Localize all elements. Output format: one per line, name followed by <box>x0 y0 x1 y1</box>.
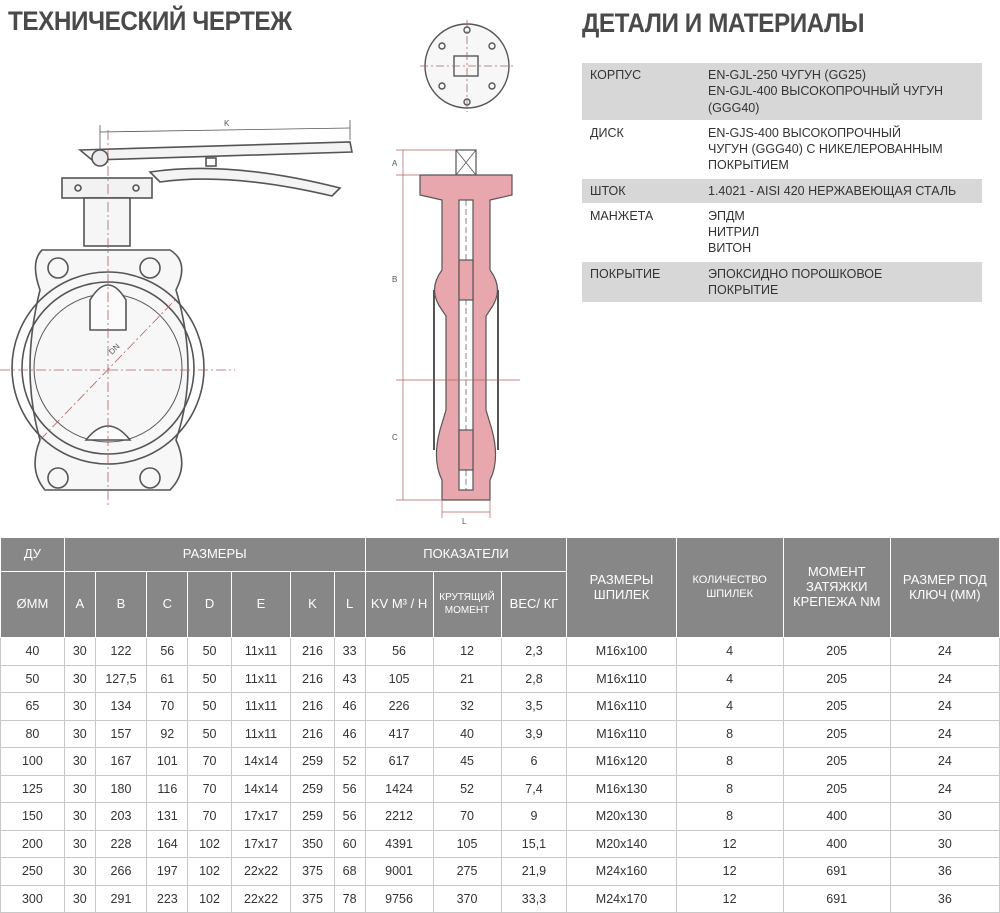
table-cell: 56 <box>147 638 188 666</box>
table-cell: M20x140 <box>567 830 676 858</box>
material-value-line: НИТРИЛ <box>708 225 760 239</box>
material-row <box>582 63 982 120</box>
table-cell: 259 <box>291 803 334 831</box>
table-cell: 30 <box>890 803 999 831</box>
table-cell: 52 <box>433 775 501 803</box>
table-cell: 8 <box>676 720 783 748</box>
table-cell: 102 <box>188 885 231 913</box>
table-cell: M24x170 <box>567 885 676 913</box>
table-cell: 226 <box>365 693 433 721</box>
material-value <box>700 178 982 203</box>
table-row <box>1 665 1000 693</box>
material-label: ДИСК <box>590 125 624 140</box>
header-b: B <box>95 572 146 638</box>
table-cell: 3,9 <box>501 720 567 748</box>
material-row <box>582 178 982 203</box>
header-torque: МОМЕНТ ЗАТЯЖКИ КРЕПЕЖА NM <box>783 538 890 638</box>
table-cell: M16x100 <box>567 638 676 666</box>
table-cell: 22x22 <box>231 885 291 913</box>
table-cell: 50 <box>188 693 231 721</box>
table-row <box>1 775 1000 803</box>
table-cell: 24 <box>890 748 999 776</box>
table-cell: 30 <box>890 830 999 858</box>
header-sizes: РАЗМЕРЫ <box>64 538 365 572</box>
material-value <box>700 203 982 261</box>
table-cell: 400 <box>783 830 890 858</box>
header-e: E <box>231 572 291 638</box>
table-cell: 216 <box>291 665 334 693</box>
table-cell: 21 <box>433 665 501 693</box>
table-cell: 4391 <box>365 830 433 858</box>
materials-title: ДЕТАЛИ И МАТЕРИАЛЫ <box>582 8 865 38</box>
table-cell: 370 <box>433 885 501 913</box>
material-label: ШТОК <box>582 178 700 203</box>
header-weight: ВЕС/ КГ <box>501 572 567 638</box>
table-cell: 60 <box>334 830 365 858</box>
table-cell: 30 <box>64 803 95 831</box>
table-cell: 275 <box>433 858 501 886</box>
table-cell: 45 <box>433 748 501 776</box>
header-a: A <box>64 572 95 638</box>
table-cell: 7,4 <box>501 775 567 803</box>
table-cell: 30 <box>64 720 95 748</box>
table-cell: 350 <box>291 830 334 858</box>
table-cell: 3,5 <box>501 693 567 721</box>
table-cell: 127,5 <box>95 665 146 693</box>
technical-drawing <box>0 0 580 530</box>
table-cell: 17x17 <box>231 803 291 831</box>
table-cell: 228 <box>95 830 146 858</box>
table-cell: 205 <box>783 720 890 748</box>
table-cell: 33 <box>334 638 365 666</box>
valve-front-view <box>12 120 352 490</box>
table-row <box>1 885 1000 913</box>
table-cell: 205 <box>783 638 890 666</box>
material-value-line: ПОКРЫТИЕМ <box>708 158 789 173</box>
table-cell: 6 <box>501 748 567 776</box>
header-torque-small: КРУТЯЩИЙ МОМЕНТ <box>433 572 501 638</box>
header-d: D <box>188 572 231 638</box>
table-cell: 22x22 <box>231 858 291 886</box>
table-cell: 11x11 <box>231 693 291 721</box>
material-row <box>582 203 982 261</box>
material-value-line: ЧУГУН (GGG40) С НИКЕЛЕРОВАННЫМ <box>708 142 943 156</box>
material-value-line: EN-GJS-400 ВЫСОКОПРОЧНЫЙ <box>708 125 901 140</box>
specification-table <box>0 537 1000 913</box>
table-row <box>1 830 1000 858</box>
table-cell: 375 <box>291 885 334 913</box>
table-cell: 78 <box>334 885 365 913</box>
table-cell: 24 <box>890 693 999 721</box>
table-cell: 375 <box>291 858 334 886</box>
table-cell: 24 <box>890 638 999 666</box>
dim-label-l: L <box>462 517 467 526</box>
table-cell: 12 <box>676 885 783 913</box>
table-cell: 30 <box>64 748 95 776</box>
dim-label-a: A <box>392 159 398 168</box>
header-wrench: РАЗМЕР ПОД КЛЮЧ (MM) <box>890 538 999 638</box>
header-indicators: ПОКАЗАТЕЛИ <box>365 538 567 572</box>
table-row <box>1 803 1000 831</box>
material-label: ПОКРЫТИЕ <box>582 261 700 303</box>
header-kv: KV M³ / H <box>365 572 433 638</box>
table-cell: 12 <box>676 858 783 886</box>
table-cell: 102 <box>188 830 231 858</box>
table-cell: 157 <box>95 720 146 748</box>
table-cell: 102 <box>188 858 231 886</box>
table-cell: 617 <box>365 748 433 776</box>
table-cell: 266 <box>95 858 146 886</box>
table-cell: 9756 <box>365 885 433 913</box>
table-cell: 4 <box>676 665 783 693</box>
table-cell: 56 <box>365 638 433 666</box>
table-cell: 56 <box>334 803 365 831</box>
material-value-line: (GGG40) <box>708 100 760 115</box>
table-cell: 56 <box>334 775 365 803</box>
table-row <box>1 720 1000 748</box>
table-cell: 205 <box>783 775 890 803</box>
table-cell: 203 <box>95 803 146 831</box>
table-cell: 30 <box>64 693 95 721</box>
table-cell: M20x130 <box>567 803 676 831</box>
table-cell: 80 <box>1 720 65 748</box>
table-cell: 17x17 <box>231 830 291 858</box>
table-cell: M16x120 <box>567 748 676 776</box>
header-c: C <box>147 572 188 638</box>
table-cell: 12 <box>433 638 501 666</box>
table-cell: 70 <box>188 748 231 776</box>
dim-label-k: K <box>224 119 230 128</box>
table-cell: 33,3 <box>501 885 567 913</box>
material-value-line: EN-GJL-250 ЧУГУН (GG25) <box>708 68 867 82</box>
table-cell: 9001 <box>365 858 433 886</box>
table-cell: 65 <box>1 693 65 721</box>
table-cell: 50 <box>1 665 65 693</box>
table-cell: 197 <box>147 858 188 886</box>
table-cell: 259 <box>291 748 334 776</box>
table-cell: 24 <box>890 775 999 803</box>
header-k: K <box>291 572 334 638</box>
table-cell: 50 <box>188 638 231 666</box>
table-cell: 167 <box>95 748 146 776</box>
table-cell: M16x110 <box>567 665 676 693</box>
table-cell: 300 <box>1 885 65 913</box>
table-cell: 32 <box>433 693 501 721</box>
table-cell: 70 <box>433 803 501 831</box>
table-cell: 216 <box>291 720 334 748</box>
table-cell: 691 <box>783 858 890 886</box>
table-cell: 291 <box>95 885 146 913</box>
table-cell: 216 <box>291 638 334 666</box>
table-cell: 105 <box>433 830 501 858</box>
header-du-mm: ØMM <box>1 572 65 638</box>
table-cell: 24 <box>890 720 999 748</box>
dim-label-c: C <box>392 433 398 442</box>
table-cell: 43 <box>334 665 365 693</box>
material-value-line: ЭПДМ <box>708 208 745 223</box>
table-cell: 14x14 <box>231 775 291 803</box>
table-cell: 101 <box>147 748 188 776</box>
table-cell: 24 <box>890 665 999 693</box>
table-cell: 30 <box>64 775 95 803</box>
table-cell: 131 <box>147 803 188 831</box>
table-cell: 21,9 <box>501 858 567 886</box>
header-l: L <box>334 572 365 638</box>
table-cell: 15,1 <box>501 830 567 858</box>
header-du: ДУ <box>1 538 65 572</box>
table-cell: 125 <box>1 775 65 803</box>
material-row <box>582 261 982 303</box>
table-row <box>1 638 1000 666</box>
table-cell: 61 <box>147 665 188 693</box>
table-cell: 2212 <box>365 803 433 831</box>
material-row <box>582 120 982 178</box>
table-cell: 68 <box>334 858 365 886</box>
table-cell: 100 <box>1 748 65 776</box>
header-stud-count: КОЛИЧЕСТВО ШПИЛЕК <box>676 538 783 638</box>
table-cell: 92 <box>147 720 188 748</box>
table-cell: 400 <box>783 803 890 831</box>
table-cell: 30 <box>64 665 95 693</box>
table-cell: 4 <box>676 638 783 666</box>
table-cell: 164 <box>147 830 188 858</box>
table-cell: 70 <box>188 775 231 803</box>
table-cell: 1424 <box>365 775 433 803</box>
table-cell: 9 <box>501 803 567 831</box>
table-row <box>1 748 1000 776</box>
table-cell: 205 <box>783 693 890 721</box>
table-cell: 46 <box>334 720 365 748</box>
material-value <box>700 120 982 178</box>
table-cell: 216 <box>291 693 334 721</box>
table-cell: 11x11 <box>231 720 291 748</box>
table-cell: 12 <box>676 830 783 858</box>
table-cell: 14x14 <box>231 748 291 776</box>
table-cell: 11x11 <box>231 665 291 693</box>
valve-section-view <box>420 150 512 500</box>
table-cell: 150 <box>1 803 65 831</box>
table-cell: 30 <box>64 830 95 858</box>
table-row <box>1 693 1000 721</box>
table-cell: 2,3 <box>501 638 567 666</box>
table-cell: 11x11 <box>231 638 291 666</box>
table-cell: 417 <box>365 720 433 748</box>
table-cell: 105 <box>365 665 433 693</box>
table-cell: 134 <box>95 693 146 721</box>
header-stud-sizes: РАЗМЕРЫ ШПИЛЕК <box>567 538 676 638</box>
material-value <box>700 63 982 120</box>
material-value-line: ВИТОН <box>708 241 752 256</box>
drawing-title: ТЕХНИЧЕСКИЙ ЧЕРТЕЖ <box>8 6 292 36</box>
table-cell: M24x160 <box>567 858 676 886</box>
table-cell: 30 <box>64 885 95 913</box>
table-cell: 40 <box>1 638 65 666</box>
table-cell: 259 <box>291 775 334 803</box>
table-cell: 223 <box>147 885 188 913</box>
table-cell: 50 <box>188 665 231 693</box>
table-cell: 200 <box>1 830 65 858</box>
table-cell: M16x130 <box>567 775 676 803</box>
table-cell: 8 <box>676 803 783 831</box>
table-cell: 50 <box>188 720 231 748</box>
material-value-line: 1.4021 - AISI 420 НЕРЖАВЕЮЩАЯ СТАЛЬ <box>708 183 957 198</box>
material-value-line: ЭПОКСИДНО ПОРОШКОВОЕ <box>708 266 883 281</box>
table-cell: 180 <box>95 775 146 803</box>
table-cell: 250 <box>1 858 65 886</box>
table-cell: 46 <box>334 693 365 721</box>
table-cell: M16x110 <box>567 693 676 721</box>
material-label: КОРПУС <box>582 63 700 120</box>
table-cell: 116 <box>147 775 188 803</box>
table-cell: 36 <box>890 858 999 886</box>
table-cell: 52 <box>334 748 365 776</box>
table-cell: 122 <box>95 638 146 666</box>
material-label: МАНЖЕТА <box>590 208 654 223</box>
table-row <box>1 858 1000 886</box>
table-cell: 36 <box>890 885 999 913</box>
dim-label-b: B <box>392 275 398 284</box>
table-cell: 30 <box>64 858 95 886</box>
table-cell: 4 <box>676 693 783 721</box>
table-cell: 205 <box>783 748 890 776</box>
table-cell: 70 <box>147 693 188 721</box>
table-cell: 30 <box>64 638 95 666</box>
table-cell: 2,8 <box>501 665 567 693</box>
table-cell: M16x110 <box>567 720 676 748</box>
table-cell: 8 <box>676 775 783 803</box>
dim-label-dn: DN <box>107 341 122 357</box>
table-cell: 205 <box>783 665 890 693</box>
materials-table <box>582 63 982 303</box>
table-cell: 70 <box>188 803 231 831</box>
material-value <box>700 261 982 303</box>
table-cell: 8 <box>676 748 783 776</box>
material-value-line: ПОКРЫТИЕ <box>708 282 779 297</box>
material-value-line: EN-GJL-400 ВЫСОКОПРОЧНЫЙ ЧУГУН <box>708 84 944 99</box>
table-cell: 40 <box>433 720 501 748</box>
table-cell: 691 <box>783 885 890 913</box>
